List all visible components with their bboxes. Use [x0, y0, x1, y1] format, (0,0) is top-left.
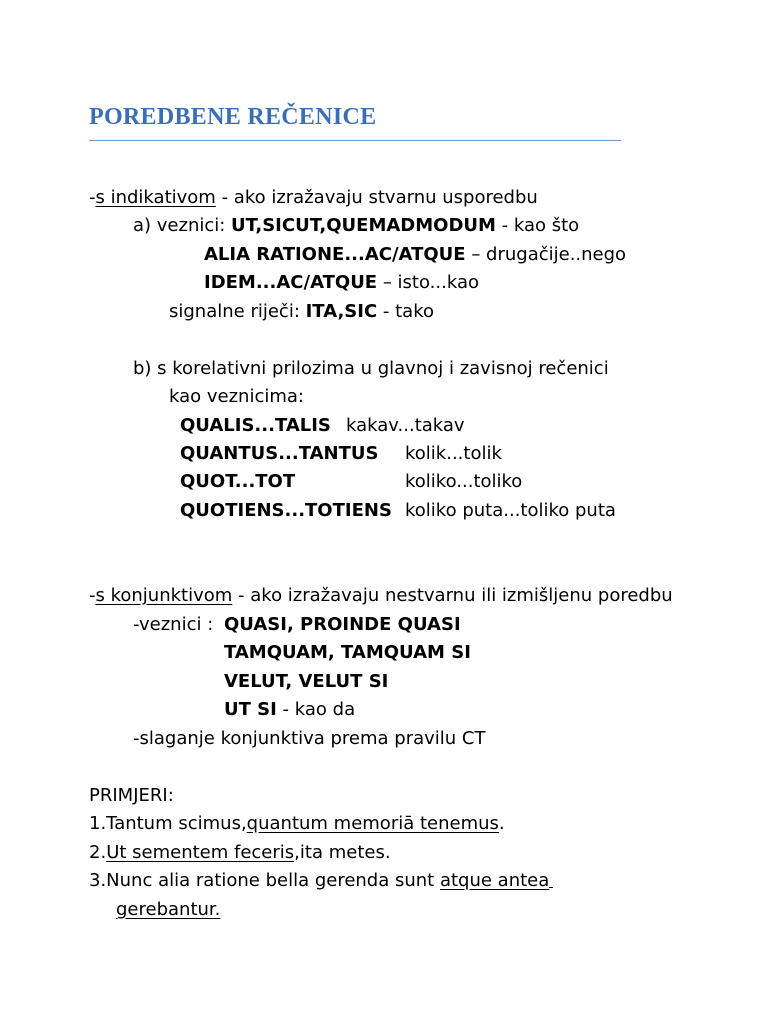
veznici-label: -veznici :: [133, 614, 214, 635]
idem-meaning: – isto...kao: [377, 272, 480, 293]
subjunctive-conj-1: QUASI, PROINDE QUASI: [224, 614, 461, 635]
example-3: [89, 869, 553, 893]
indicative-heading: [89, 186, 538, 210]
subjunctive-heading: [89, 584, 673, 608]
a-conjunctions: UT,SICUT,QUEMADMODUM: [231, 215, 496, 236]
subjunctive-conj-3: VELUT, VELUT SI: [224, 671, 389, 692]
alia-meaning: – drugačije..nego: [465, 244, 627, 265]
example-2: [89, 841, 391, 865]
examples-heading: PRIMJERI:: [89, 785, 174, 806]
signal-meaning: - tako: [377, 301, 434, 322]
example-2-underlined: Ut sementem feceris: [106, 842, 295, 863]
indicative-label: s indikativom: [95, 187, 216, 208]
underline-extension: [549, 869, 553, 888]
example-1: [89, 812, 505, 836]
signal-words: ITA,SIC: [305, 301, 378, 322]
correlative-meaning-2: kolik...tolik: [405, 443, 502, 464]
correlative-meaning-3: koliko...toliko: [405, 471, 523, 492]
dash: -: [89, 585, 96, 606]
b-line2: kao veznicima:: [169, 386, 304, 407]
subjunctive-conj-4-meaning: - kao da: [276, 699, 356, 720]
correlative-meaning-1: kakav...takav: [346, 415, 465, 436]
example-3-continued: [116, 898, 220, 922]
correlative-meaning-4: koliko puta...toliko puta: [405, 500, 616, 521]
subjunctive-description: - ako izražavaju nestvarnu ili izmišljenu poredbu: [232, 585, 673, 606]
subjunctive-label: s konjunktivom: [95, 585, 233, 606]
example-3-underlined-2: gerebantur.: [116, 899, 221, 920]
ct-rule: -slaganje konjunktiva prema pravilu CT: [133, 728, 486, 749]
example-3-main: 3.Nunc alia ratione bella gerenda sunt: [89, 870, 440, 891]
example-3-underlined: atque antea: [439, 870, 550, 891]
a-meaning: - kao što: [495, 215, 580, 236]
signal-words-line: [169, 300, 434, 324]
example-1-main: 1.Tantum scimus,: [89, 813, 247, 834]
title-underline: [89, 140, 621, 141]
example-1-end: .: [498, 813, 505, 834]
correlative-latin-4: QUOTIENS...TOTIENS: [180, 500, 392, 521]
example-1-underlined: quantum memoriā tenemus: [246, 813, 499, 834]
dash: -: [89, 187, 96, 208]
subjunctive-conj-4: UT SI: [224, 699, 277, 720]
page-title: POREDBENE REČENICE: [89, 104, 377, 130]
a-prefix: a) veznici:: [133, 215, 232, 236]
idem-line: [204, 271, 479, 295]
example-2-end: ,ita metes.: [294, 842, 391, 863]
alia-term: ALIA RATIONE...AC/ATQUE: [204, 244, 466, 265]
b-line1: b) s korelativni prilozima u glavnoj i zavisnoj rečenici: [133, 358, 609, 379]
subjunctive-conj-4-line: [224, 698, 355, 722]
example-2-number: 2.: [89, 842, 107, 863]
correlative-latin-1: QUALIS...TALIS: [180, 415, 331, 436]
subjunctive-conj-2: TAMQUAM, TAMQUAM SI: [224, 642, 471, 663]
correlative-latin-2: QUANTUS...TANTUS: [180, 443, 379, 464]
idem-term: IDEM...AC/ATQUE: [204, 272, 378, 293]
indicative-description: - ako izražavaju stvarnu usporedbu: [215, 187, 538, 208]
alia-line: [204, 243, 626, 267]
conjunctions-a: [133, 214, 579, 238]
signal-prefix: signalne riječi:: [169, 301, 306, 322]
correlative-latin-3: QUOT...TOT: [180, 471, 296, 492]
